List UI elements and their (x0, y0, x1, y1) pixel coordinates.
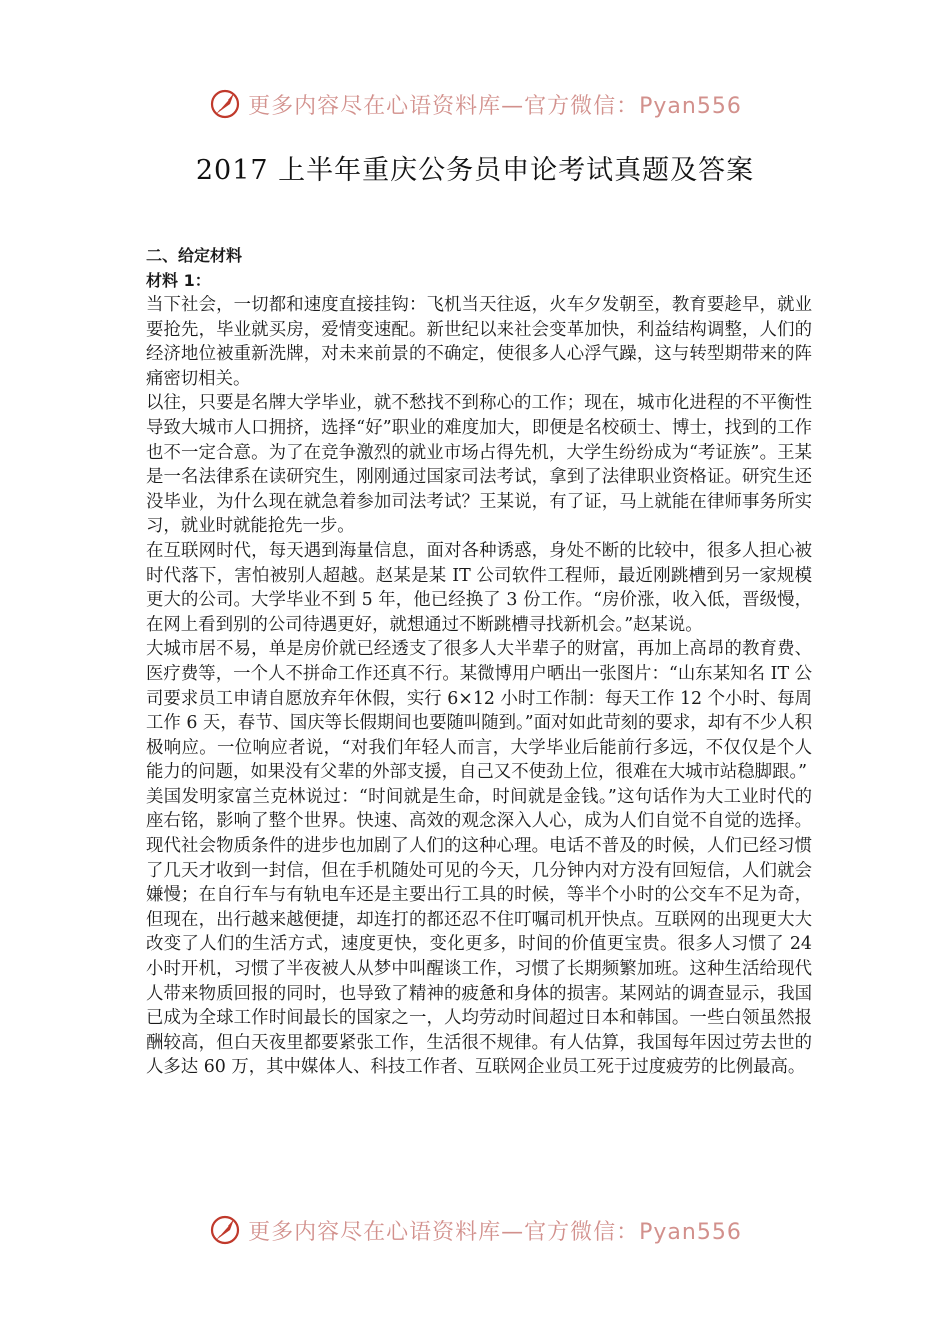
header-watermark (0, 84, 950, 124)
paragraph-4: 大城市居不易，单是房价就已经透支了很多人大半辈子的财富，再加上高昂的教育费、医疗费等，一个人不拼命工作还真不行。某微博用户晒出一张图片：“山东某知名 IT 公司要求员工申请自愿放弃年休假，实行 6×12 小时工作制：每天工作 12 个小时、每周工作 6 天，春节、国庆等长假期间也要随叫随到。”面对如此苛刻的要求，却有不少人积极响应。一位响应者说，“对我们年轻人而言，大学毕业后能前行多远，不仅仅是个人能力的问题，如果没有父辈的外部支援，自己又不使劲上位，很难在大城市站稳脚跟。” (146, 639, 812, 783)
paragraph-5: 美国发明家富兰克林说过：“时间就是生命，时间就是金钱。”这句话作为大工业时代的座右铭，影响了整个世界。快速、高效的观念深入人心，成为人们自觉不自觉的选择。现代社会物质条件的进步也加剧了人们的这种心理。电话不普及的时候，人们已经习惯了几天才收到一封信，但在手机随处可见的今天，几分钟内对方没有回短信，人们就会嫌慢；在自行车与有轨电车还是主要出行工具的时候，等半个小时的公交车不足为奇，但现在，出行越来越便捷，却连打的都还忍不住叮嘱司机开快点。互联网的出现更大大改变了人们的生活方式，速度更快，变化更多，时间的价值更宝贵。很多人习惯了 24 小时开机，习惯了半夜被人从梦中叫醒谈工作，习惯了长期频繁加班。这种生活给现代人带来物质回报的同时，也导致了精神的疲惫和身体的损害。某网站的调查显示，我国已成为全球工作时间最长的国家之一，人均劳动时间超过日本和韩国。一些白领虽然报酬较高，但白天夜里都要紧张工作，生活很不规律。有人估算，我国每年因过劳去世的人多达 60 万，其中媒体人、科技工作者、互联网企业员工死于过度疲劳的比例最高。 (146, 786, 812, 1078)
quill-logo-icon (208, 1213, 242, 1247)
paragraph-1: 当下社会，一切都和速度直接挂钩：飞机当天往返，火车夕发朝至，教育要趁早，就业要抢先，毕业就买房，爱情变速配。新世纪以来社会变革加快，利益结构调整，人们的经济地位被重新洗牌，对未来前景的不确定，使很多人心浮气躁，这与转型期带来的阵痛密切相关。 (146, 295, 812, 389)
document-body (146, 244, 812, 1080)
material-label: 材料 1： (146, 270, 211, 290)
watermark-text: 更多内容尽在心语资料库—官方微信：Pyan556 (248, 1219, 742, 1245)
page-title: 2017 上半年重庆公务员申论考试真题及答案 (195, 155, 755, 186)
footer-watermark (0, 1210, 950, 1250)
paragraph-3: 在互联网时代，每天遇到海量信息，面对各种诱惑，身处不断的比较中，很多人担心被时代落下，害怕被别人超越。赵某是某 IT 公司软件工程师，最近刚跳槽到另一家规模更大的公司。大学毕业不到 5 年，他已经换了 3 份工作。“房价涨，收入低，晋级慢，在网上看到别的公司待遇更好，就想通过不断跳槽寻找新机会。”赵某说。 (146, 540, 812, 635)
paragraph-2: 以往，只要是名牌大学毕业，就不愁找不到称心的工作；现在，城市化进程的不平衡性导致大城市人口拥挤，选择“好”职业的难度加大，即便是名校硕士、博士，找到的工作也不一定合意。为了在竞争激烈的就业市场占得先机，大学生纷纷成为“考证族”。王某是一名法律系在读研究生，刚刚通过国家司法考试，拿到了法律职业资格证。研究生还没毕业，为什么现在就急着参加司法考试？王某说，有了证，马上就能在律师事务所实习，就业时就能抢先一步。 (146, 393, 812, 537)
watermark-text: 更多内容尽在心语资料库—官方微信：Pyan556 (248, 93, 742, 119)
section-heading: 二、给定材料 (146, 246, 243, 265)
quill-logo-icon (208, 87, 242, 121)
